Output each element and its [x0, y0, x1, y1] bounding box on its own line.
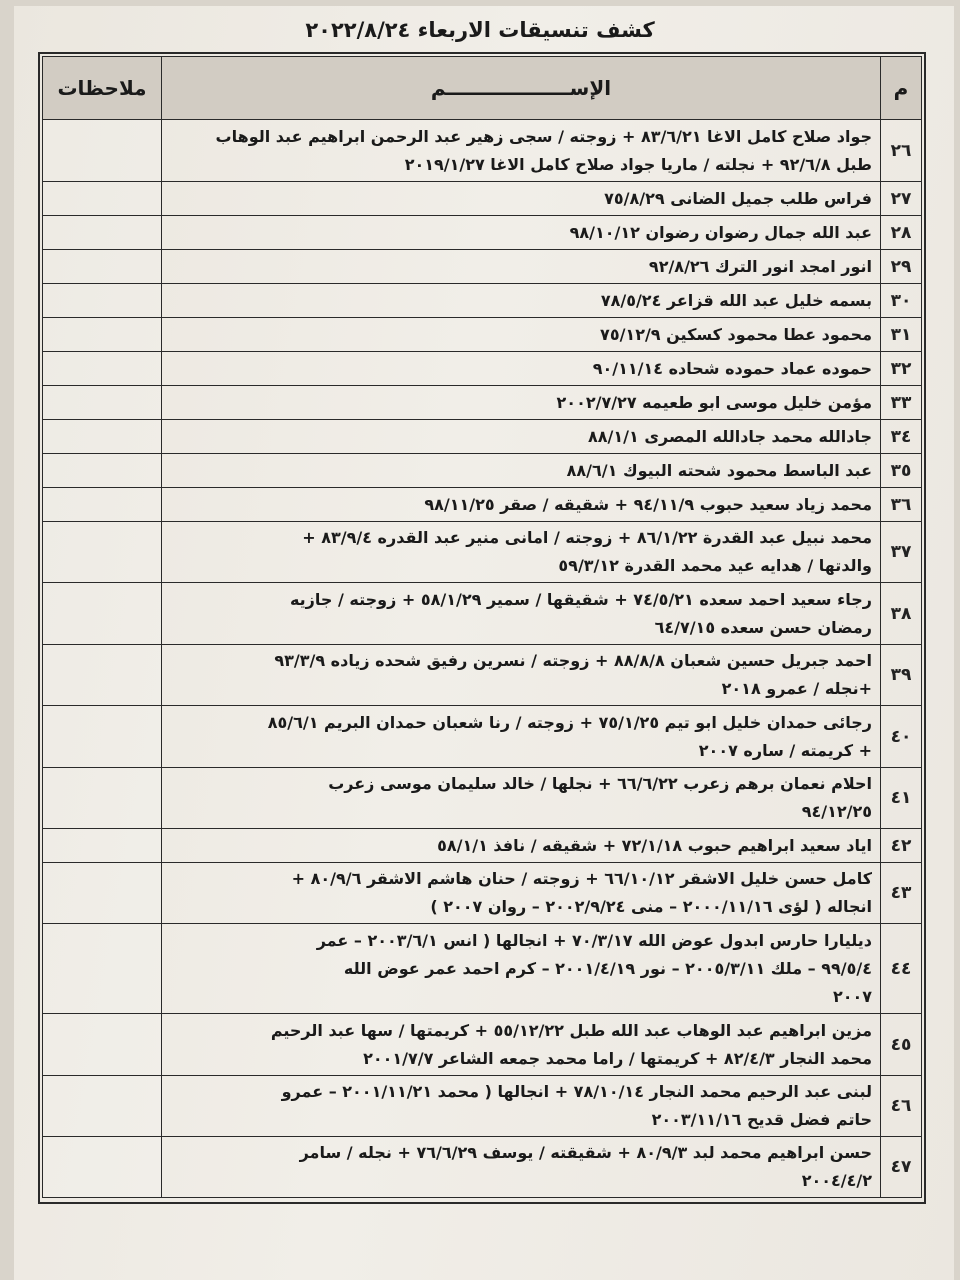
row-notes-cell — [43, 250, 162, 284]
table-row — [43, 454, 922, 488]
row-name-cell — [162, 645, 881, 706]
table-row — [43, 645, 922, 706]
row-notes-cell — [43, 454, 162, 488]
row-notes-cell — [43, 386, 162, 420]
table-row — [43, 1137, 922, 1198]
row-notes-cell — [43, 120, 162, 182]
row-name-cell — [162, 120, 881, 182]
table-row — [43, 583, 922, 645]
row-name-line: رجائى حمدان خليل ابو تيم ٧٥/١/٢٥ + زوجته / رنا شعبان حمدان البريم ٨٥/٦/١ — [267, 712, 872, 732]
row-name-cell — [162, 318, 881, 352]
row-notes-cell — [43, 284, 162, 318]
row-number: ٣٨ — [881, 583, 922, 645]
row-name-cell — [162, 250, 881, 284]
row-name-line: + كريمته / ساره ٢٠٠٧ — [698, 740, 872, 760]
table-row — [43, 768, 922, 829]
row-name-line: والدتها / هدايه عيد محمد القدرة ٥٩/٣/١٢ — [558, 556, 872, 575]
row-number: ٢٦ — [881, 120, 922, 182]
row-number: ٣٥ — [881, 454, 922, 488]
row-number: ٣٤ — [881, 420, 922, 454]
row-name-cell — [162, 522, 881, 583]
row-name-line: جادالله محمد جادالله المصرى ٨٨/١/١ — [588, 426, 872, 446]
row-number: ٣٢ — [881, 352, 922, 386]
names-table — [42, 56, 922, 1198]
row-notes-cell — [43, 768, 162, 829]
row-name-line: رمضان حسن سعده ٦٤/٧/١٥ — [654, 617, 872, 637]
row-name-cell — [162, 216, 881, 250]
row-notes-cell — [43, 216, 162, 250]
row-name-cell — [162, 863, 881, 924]
row-number: ٣٦ — [881, 488, 922, 522]
row-notes-cell — [43, 318, 162, 352]
table-row — [43, 250, 922, 284]
table-row — [43, 488, 922, 522]
row-name-line: ديليارا حارس ابدول عوض الله ٧٠/٣/١٧ + انجالها ( انس ٢٠٠٣/٦/١ – عمر — [316, 930, 872, 950]
page-title: كشف تنسيقات الاربعاء ٢٠٢٢/٨/٢٤ — [305, 18, 655, 42]
row-number: ٤١ — [881, 768, 922, 829]
row-name-line: حموده عماد حموده شحاده ٩٠/١١/١٤ — [592, 358, 872, 378]
row-name-line: مؤمن خليل موسى ابو طعيمه ٢٠٠٢/٧/٢٧ — [556, 392, 872, 412]
row-name-line: لبنى عبد الرحيم محمد النجار ٧٨/١٠/١٤ + انجالها ( محمد ٢٠٠١/١١/٢١ – عمرو — [281, 1082, 872, 1101]
row-name-line: انور امجد انور الترك ٩٢/٨/٢٦ — [648, 256, 872, 276]
row-number: ٣٠ — [881, 284, 922, 318]
row-notes-cell — [43, 583, 162, 645]
row-name-line: احلام نعمان برهم زعرب ٦٦/٦/٢٢ + نجلها / خالد سليمان موسى زعرب — [328, 774, 872, 793]
row-name-line: مزين ابراهيم عبد الوهاب عبد الله طبل ٥٥/١٢/٢٢ + كريمتها / سها عبد الرحيم — [270, 1020, 872, 1040]
row-number: ٣٣ — [881, 386, 922, 420]
table-row — [43, 522, 922, 583]
row-number: ٢٩ — [881, 250, 922, 284]
row-number: ٤٣ — [881, 863, 922, 924]
table-row — [43, 386, 922, 420]
row-number: ٢٨ — [881, 216, 922, 250]
table-row — [43, 120, 922, 182]
row-name-cell — [162, 1137, 881, 1198]
table-row — [43, 863, 922, 924]
table-row — [43, 318, 922, 352]
row-name-line: احمد جبريل حسين شعبان ٨٨/٨/٨ + زوجته / نسرين رفيق شحده زياده ٩٣/٣/٩ — [274, 651, 872, 670]
row-number: ٢٧ — [881, 182, 922, 216]
row-name-cell — [162, 768, 881, 829]
row-notes-cell — [43, 352, 162, 386]
table-row — [43, 182, 922, 216]
row-name-line: ٢٠٠٤/٤/٢ — [801, 1171, 872, 1190]
row-notes-cell — [43, 1014, 162, 1076]
table-row — [43, 924, 922, 1014]
row-name-cell — [162, 182, 881, 216]
row-notes-cell — [43, 1137, 162, 1198]
row-name-line: حاتم فضل قديح ٢٠٠٣/١١/١٦ — [651, 1110, 872, 1129]
row-notes-cell — [43, 863, 162, 924]
row-name-line: +نجله / عمرو ٢٠١٨ — [721, 679, 872, 698]
row-name-line: كامل حسن خليل الاشقر ٦٦/١٠/١٢ + زوجته / حنان هاشم الاشقر ٨٠/٩/٦ + — [291, 869, 872, 888]
row-number: ٣٩ — [881, 645, 922, 706]
row-number: ٤٢ — [881, 829, 922, 863]
row-name-cell — [162, 829, 881, 863]
row-notes-cell — [43, 522, 162, 583]
row-notes-cell — [43, 706, 162, 768]
table-row — [43, 1076, 922, 1137]
row-notes-cell — [43, 829, 162, 863]
table-row — [43, 420, 922, 454]
row-name-line: عبد الله جمال رضوان رضوان ٩٨/١٠/١٢ — [569, 222, 872, 242]
row-number: ٤٦ — [881, 1076, 922, 1137]
row-name-cell — [162, 386, 881, 420]
table-row — [43, 216, 922, 250]
row-notes-cell — [43, 420, 162, 454]
row-notes-cell — [43, 182, 162, 216]
header-num: م — [881, 57, 922, 120]
header-notes: ملاحظات — [43, 57, 162, 120]
row-name-line: حسن ابراهيم محمد لبد ٨٠/٩/٣ + شقيقته / يوسف ٧٦/٦/٢٩ + نجله / سامر — [299, 1143, 872, 1162]
row-name-cell — [162, 420, 881, 454]
row-number: ٣١ — [881, 318, 922, 352]
row-name-line: محمد النجار ٨٢/٤/٣ + كريمتها / راما محمد جمعه الشاعر ٢٠٠١/٧/٧ — [363, 1048, 872, 1068]
table-row — [43, 706, 922, 768]
row-notes-cell — [43, 488, 162, 522]
row-name-cell — [162, 284, 881, 318]
row-name-line: محمد نبيل عبد القدرة ٨٦/١/٢٢ + زوجته / امانى منير عبد القدره ٨٣/٩/٤ + — [302, 528, 872, 547]
row-name-cell — [162, 924, 881, 1014]
row-name-line: محمود عطا محمود كسكين ٧٥/١٢/٩ — [600, 324, 872, 344]
row-name-line: ٩٩/٥/٤ – ملك ٢٠٠٥/٣/١١ – نور ٢٠٠١/٤/١٩ – كرم احمد عمر عوض الله — [343, 958, 872, 978]
row-name-cell — [162, 1014, 881, 1076]
row-number: ٤٥ — [881, 1014, 922, 1076]
row-name-cell — [162, 352, 881, 386]
table-row — [43, 352, 922, 386]
table-row — [43, 284, 922, 318]
header-name: الإســــــــــــــــــم — [162, 57, 881, 120]
table-row — [43, 1014, 922, 1076]
row-name-line: جواد صلاح كامل الاغا ٨٣/٦/٢١ + زوجته / سجى زهير عبد الرحمن ابراهيم عبد الوهاب — [215, 126, 872, 146]
row-name-cell — [162, 488, 881, 522]
row-name-line: طبل ٩٢/٦/٨ + نجلته / ماريا جواد صلاح كامل الاغا ٢٠١٩/١/٢٧ — [404, 154, 872, 174]
row-name-line: انجاله ( لؤى ٢٠٠٠/١١/١٦ – منى ٢٠٠٢/٩/٢٤ – روان ٢٠٠٧ ) — [430, 897, 872, 916]
row-number: ٣٧ — [881, 522, 922, 583]
row-name-cell — [162, 706, 881, 768]
row-notes-cell — [43, 924, 162, 1014]
table-header-row — [43, 57, 922, 120]
table-body — [43, 120, 922, 1198]
row-name-cell — [162, 1076, 881, 1137]
row-name-line: رجاء سعيد احمد سعده ٧٤/٥/٢١ + شقيقها / سمير ٥٨/١/٢٩ + زوجته / جازيه — [289, 589, 872, 609]
row-name-line: عبد الباسط محمود شحته البيوك ٨٨/٦/١ — [566, 460, 872, 480]
row-name-line: محمد زياد سعيد حبوب ٩٤/١١/٩ + شقيقه / صقر ٩٨/١١/٢٥ — [424, 494, 872, 514]
row-number: ٤٠ — [881, 706, 922, 768]
row-number: ٤٧ — [881, 1137, 922, 1198]
table-row — [43, 829, 922, 863]
row-name-line: فراس طلب جميل الضانى ٧٥/٨/٢٩ — [604, 188, 872, 208]
row-name-line: ٢٠٠٧ — [832, 986, 872, 1006]
row-notes-cell — [43, 1076, 162, 1137]
row-name-cell — [162, 583, 881, 645]
row-name-line: ٩٤/١٢/٢٥ — [801, 802, 872, 821]
row-name-line: بسمه خليل عبد الله قزاعر ٧٨/٥/٢٤ — [600, 290, 872, 310]
row-name-cell — [162, 454, 881, 488]
row-name-line: اياد سعيد ابراهيم حبوب ٧٢/١/١٨ + شقيقه / نافذ ٥٨/١/١ — [437, 835, 872, 855]
row-notes-cell — [43, 645, 162, 706]
row-number: ٤٤ — [881, 924, 922, 1014]
